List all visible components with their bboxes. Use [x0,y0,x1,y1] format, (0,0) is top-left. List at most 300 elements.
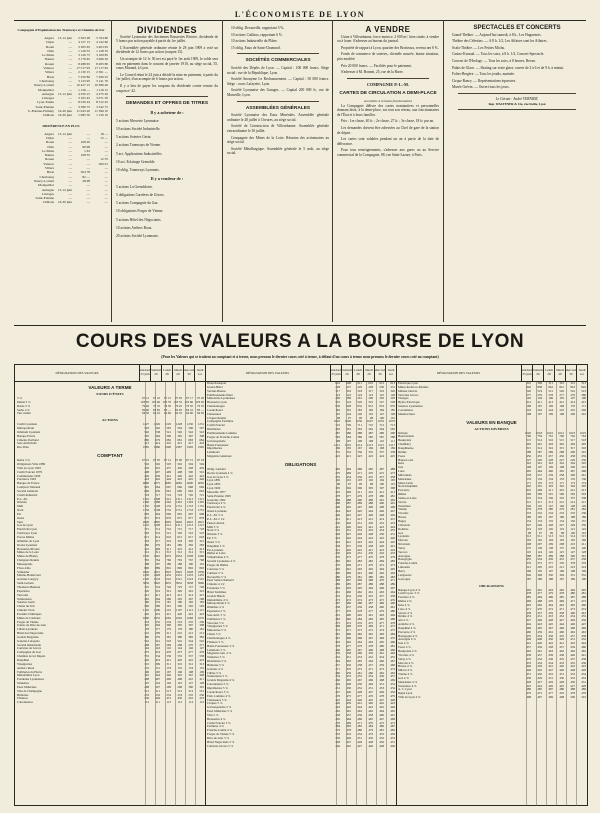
valeur-price: 464 [335,659,340,664]
valeur-price: 170 [570,404,575,409]
valeur-price: 487 [368,430,373,435]
cartes-paragraph: Pour tous renseignements, s'adresser aux gares ou au Service commercial de la Compagnie, 88, rue Saint-Lazare, à Paris. [337,148,439,157]
valeur-name: Lyon 1893 [207,483,221,487]
valeur-price: 447 [559,618,564,623]
valeur-price: 760 [559,434,564,439]
valeur-name: Mont-Cenis [398,481,413,485]
valeur-price: 443 [368,536,373,541]
valeur-name: Decauville 5 % [207,575,227,579]
valeur-price: 462 [559,649,564,653]
assemblees-text [227,113,329,156]
valeur-price: 316 [548,445,553,450]
valeur-name: Bourgogne 4 % [398,634,418,638]
valeur-price: 466 [335,678,340,683]
valeur-name: Orléans 3 % [207,533,223,537]
valeur-price: 197 [537,465,542,470]
valeur-price: 313 [166,550,171,555]
valeur-price: 232 [537,511,542,516]
valeur-price: 877 [188,515,193,520]
valeur-price: 446 [368,743,373,748]
valeur-price: 445 [335,697,340,702]
valeur-price: 477 [379,620,384,625]
tramway-cell: — [68,140,72,145]
valeur-price: 210 [570,542,575,547]
valeur-name: Vinaigreries [17,662,33,666]
valeur-price: 410 [144,546,149,551]
valeur-price: 502 [144,461,149,466]
valeur-name: Grands Magasins [17,635,39,639]
valeur-price: 83 10 [186,407,193,412]
valeur-price: 484 [357,616,362,621]
valeur-price: 486 [390,616,395,621]
valeur-price: 430 [559,675,564,680]
valeur-price: 468 [581,469,586,474]
valeur-price: 156 [570,519,575,523]
valeur-price: 1110 [165,608,171,613]
valeur-price: 445 [379,536,384,541]
valeur-price: 412 [177,592,182,597]
tramway-cell: — [104,196,108,201]
tramway-cell: 99 98 [82,144,90,149]
valeur-price: 227 [346,384,351,389]
valeur-price: 714 [155,527,160,532]
valeur-price: 462 [537,602,542,607]
valeur-price: 465 [346,678,351,683]
valeur-price: 312 [188,661,193,666]
valeur-price: 155 [548,519,553,523]
valeur-name: Verreries Givors [398,393,419,397]
tramway-cell: 10 427 15 [76,83,90,88]
valeur-price: 661 [166,488,171,493]
valeur-price: 165 [570,538,575,543]
valeur-name: Vienne [398,508,407,512]
tramway-cell: Angers [44,36,54,40]
valeur-price: 163 [526,538,531,543]
valeur-price: 467 [335,636,340,640]
valeur-name: Dauphiné [17,659,30,662]
valeur-price: 260 [570,472,575,477]
valeur-price: 458 [559,610,564,615]
valeur-price: 305 [144,623,149,628]
valeur-price: 1820 [142,569,149,574]
valeur-name: Chaux du Teil [17,605,35,609]
valeur-price: 312 [144,550,149,555]
valeur-price: 610 [368,382,373,385]
valeur-price: 456 [537,645,542,650]
valeur-price: 441 [357,701,362,706]
valeur-price: 458 [368,605,373,610]
valeur-name: Minoteries Lyonnaises [207,397,236,401]
valeur-price: 282 [581,507,586,512]
valeur-price: 473 [379,666,384,671]
valeur-price: 152 [177,665,182,670]
valeur-price: 493 [379,612,384,617]
valeur-price: 378 [570,561,575,566]
valeur-price: 458 [581,557,586,562]
valeur-name: Grands Magasins 4 % [207,679,235,683]
valeur-price: 379 [155,634,160,639]
valeur-name: Docks Lyonnais [17,543,38,547]
tramway-cell: — [86,191,90,196]
valeur-price: 441 [526,641,531,646]
valeur-price: 484 [379,559,384,564]
tramway-cell: 16-30 juin [57,113,72,118]
valeur-price: 480 [357,728,362,733]
valeur-price: 124 [155,681,160,686]
valeur-price: 479 [368,728,373,733]
valeur-price: 462 [526,649,531,653]
valeur-name: Ciments Vicat [17,609,35,613]
valeur-price: 358 [390,450,395,455]
valeur-price: 189 [166,561,171,566]
valeur-price: 440 [335,701,340,706]
valeur-price: 466 [368,678,373,683]
valeur-price: 381 [166,634,171,639]
valeur-price: 461 [537,649,542,653]
valeur-price: 472 [379,470,384,475]
tramway-cell: — [104,140,108,145]
valeur-price: 478 [379,555,384,560]
spectacle-item: Casino-Kursaal. — Tous les soirs, à 8 h. 1/2, Concert-Spectacle. [452,52,545,57]
valeur-price: 146 [559,503,564,508]
valeur-price: 1214 [355,442,362,447]
valeur-price: 448 [368,532,373,537]
valeur-price: 907 [188,511,193,516]
valeur-price: 198 [559,465,564,470]
valeur-name: Chemins de fer Départ. [17,655,46,659]
valeur-price: 498 [526,695,531,700]
valeur-price: 487 [548,687,553,692]
valeur-price: 194 [537,396,542,401]
valeur-price: 441 [559,641,564,646]
valeur-price: 440 [368,701,373,706]
plm-heading: COMPAGNIE P.-L.-M. [366,81,410,87]
valeur-name: Nord 3 % [207,529,220,533]
valeur-price: 717 [188,527,193,532]
valeur-name: Métropolitain 4 % [207,602,230,606]
valeur-price: 512 [526,534,531,539]
valeur-price: 446 [537,618,542,623]
valeur-price: 413 [166,592,171,597]
valeur-price: 441 [581,652,586,657]
valeur-price: 432 [570,675,575,680]
valeur-price: 451 [346,528,351,533]
valeur-price: 257 [537,472,542,477]
valeur-price: 310 [559,382,564,385]
valeur-name: Galvanoplastie [207,439,226,443]
valeur-name: Lyon 1881 [207,479,221,483]
valeur-price: 484 [390,632,395,637]
valeur-price: 426 [548,683,553,688]
valeur-price: 190 [188,561,193,566]
valeur-price: 1152 [164,504,171,509]
tramway-cell: — [68,48,72,53]
valeur-price: 440 [537,641,542,646]
tramway-cell: Lyon-Tassin [37,100,54,105]
valeur-price: 465 [390,709,395,714]
valeur-price: 465 [357,659,362,664]
valeur-name: Manufactures [398,412,416,416]
tramway-cell: 18 — [100,131,108,136]
valeur-price: 488 [581,595,586,600]
valeur-price: 485 [559,595,564,600]
tramway-cell: — [104,153,108,158]
valeur-price: 317 [368,388,373,393]
valeur-price: 443 [346,509,351,514]
valeur-price: 229 [570,457,575,462]
valeur-price: 94 60 [164,411,171,416]
valeur-price: 456 [177,465,182,470]
section-title: OBLIGATIONS [284,461,317,467]
valeur-price: 477 [548,691,553,696]
valeur-price: 120 [548,526,553,531]
tramway-cell: 15-12 juin [57,187,72,192]
valeur-price: 436 [581,660,586,665]
valeur-price: 460 [357,651,362,656]
valeur-price: 172 [548,480,553,485]
valeur-price: 493 [390,570,395,575]
valeur-price: 298 [177,684,182,689]
valeur-name: Saint-Gobain [17,582,34,586]
valeur-name: Galeries 4 % [207,667,223,671]
valeur-price: 542 [177,638,182,643]
valeur-price: 398 [390,486,395,491]
valeur-price: 664 [155,485,160,490]
valeur-name: Forges de Vienne [17,620,39,624]
valeur-price: 1212 [333,442,340,447]
tramway-cell: Saint-Etienne [35,104,54,109]
valeur-price: 684 [199,437,204,442]
valeur-price: 321 [199,538,204,543]
valeur-price: 430 [570,679,575,684]
valeur-price: 543 [166,638,171,643]
valeur-price: 463 [335,639,340,644]
valeur-price: 232 [155,692,160,697]
valeur-price: 1945 [153,554,160,559]
valeur-price: 97 18 [197,458,204,463]
valeur-name: Saint-Etienne 1905 [207,494,231,498]
valeur-price: 456 [390,732,395,737]
valeur-price: 475 [335,620,340,625]
valeur-price: 187 [548,515,553,520]
valeur-price: 305 [581,484,586,489]
valeur-name: Mines Roche-la-Molière [398,385,429,389]
valeur-price: 420 [177,611,182,616]
valeur-price: 213 [548,499,553,504]
valeur-price: 447 [526,618,531,623]
societes-text [227,66,329,98]
valeur-price: 452 [379,520,384,525]
valeur-price: 444 [379,539,384,544]
valeur-price: 474 [390,666,395,671]
tramway-cell: Cherbourg [39,78,54,83]
valeur-name: Provence [398,489,410,493]
valeur-name: Velay [398,546,406,550]
valeur-price: 473 [390,562,395,567]
tramway-cell: 1 63 [84,148,90,153]
valeur-price: 596 [188,426,193,431]
valeur-price: 1213 [366,442,373,447]
a-vendre-price: Prix 20 000 francs. — Facilités pour le paiement. S'adresser à M. Bonnet, 25, rue de la Barre. [341,63,412,75]
valeur-price: 463 [581,629,586,634]
valeur-name: Etablissements Lumière [207,431,237,435]
valeur-price: 97 15 [186,458,193,463]
valeur-price: 189 [570,576,575,581]
tramway-cell: — [86,131,90,136]
valeur-price: 236 [199,619,204,624]
valeur-price: 712 [379,423,384,428]
valeur-price: 498 [177,469,182,474]
column-divider [443,20,444,322]
valeur-price: 276 [537,392,542,397]
valeur-price: 352 [581,572,586,577]
valeur-price: 94 55 [175,411,182,416]
tramway-cell: — [68,53,72,58]
valeur-price: 98 [369,415,373,420]
valeur-price: 178 [177,627,182,632]
valeur-price: 430 [368,551,373,556]
valeur-price: 441 [166,473,171,478]
valeur-name: Loire 4 % [398,607,411,611]
valeur-price: 316 [346,388,351,393]
day-header: Jeudi 1er [194,365,205,381]
tramway-cell: 7 290 25 [96,74,108,79]
valeur-price: 713 [390,423,395,428]
valeur-price: 486 [368,582,373,587]
valeur-price: 312 [570,382,575,385]
tramway-cell: 1 150 10 [96,113,108,118]
valeur-price: 482 [357,632,362,637]
valeur-price: 463 [390,670,395,675]
valeur-price: 503 [166,461,171,466]
valeur-price: 379 [581,561,586,566]
valeur-price: 459 [357,605,362,610]
valeur-price: 461 [379,651,384,656]
valeur-price: 483 [335,616,340,621]
valeur-price: 489 [368,497,373,502]
valeur-price: 234 [166,619,171,624]
valeur-price: 615 [144,535,149,539]
valeur-price: 230 [581,457,586,462]
valeur-price: 470 [390,636,395,640]
valeur-price: 485 [526,595,531,600]
spectacle-item: Palais de Glace. — Skating sur vraie glace, ouvert de 2 à 6 et de 9 h. à minuit. [452,65,565,70]
tramway-cell: Dijon [46,135,54,140]
tramway-cell: 108 55 [80,153,90,158]
day-header: Lundi 28 [161,365,172,381]
valeur-price: 459 [199,465,204,470]
tramway-cell: Nantes [44,57,54,62]
valeur-price: 482 [335,559,340,564]
valeur-price: 455 [357,674,362,679]
valeur-price: 488 [379,582,384,587]
valeur-price: 1018 [535,430,542,435]
tramway-cell: 4 275 20 [96,91,108,96]
societe-paragraph: Société des Dépôts de Lyon. — Capital : 100 000 francs. Siège social : rue de la République, Lyon. [227,65,329,75]
valeur-price: 208 [526,542,531,547]
valeur-price: 493 [346,586,351,591]
valeur-price: 450 [346,685,351,690]
valeur-price: 233 [177,619,182,624]
valeur-price: 450 [144,696,149,701]
valeur-price: 766 [166,558,171,563]
valeur-name: Crédit Lyonnais [17,423,37,427]
valeur-price: 318 [177,538,182,543]
valeur-price: 287 [537,449,542,454]
valeur-name: Hauts-Fourneaux 4 % [207,644,235,648]
tramway-cell: 4 142 60 [96,40,108,45]
valeur-price: 480 [390,609,395,614]
valeur-price: 149 [581,503,586,508]
valeur-price: 1430 [142,573,149,578]
valeur-price: 409 [155,546,160,551]
valeur-price: 478 [335,493,340,498]
valeur-price: 453 [379,685,384,690]
tramway-cell: — [68,166,72,171]
valeur-price: 456 [144,465,149,470]
valeur-price: 168 [379,446,384,451]
valeur-name: Eaux Saint-Chamond [207,579,234,583]
valeur-price: 442 [548,641,553,646]
valeur-price: 79 40 [142,403,149,408]
valeur-price: 483 [390,574,395,579]
valeur-price: 464 [390,589,395,594]
valeur-price: 1208 [153,523,160,528]
valeur-price: 196 [526,568,531,573]
valeur-price: 472 [379,562,384,567]
valeur-price: 344 [570,461,575,466]
valeur-price: 410 [368,489,373,494]
valeur-price: 464 [570,649,575,653]
valeur-price: 227 [559,457,564,462]
achat-item: 5 actions Soieries Gerin. [116,135,152,140]
valeur-price: 410 [559,488,564,493]
valeur-name: Italien 5 % [17,400,31,404]
valeur-price: 487 [390,724,395,729]
valeur-name: Nivernais [398,543,411,547]
valeur-price: 471 [335,666,340,671]
valeur-price: 482 [346,616,351,621]
valeur-price: 543 [199,429,204,434]
valeur-price: 289 [548,449,553,454]
tramway-cell: 2 130 15 [78,70,90,75]
valeur-price: 471 [357,470,362,475]
valeur-price: 485 [357,724,362,729]
valeur-price: 114 [188,700,193,705]
valeur-price: 473 [390,470,395,475]
valeur-price: 512 [144,688,149,693]
valeur-price: 497 [390,586,395,591]
valeur-price: 309 [155,661,160,666]
valeur-price: 618 [199,535,204,539]
valeur-price: 443 [357,539,362,544]
valeur-price: 154 [559,519,564,523]
valeur-price: 445 [379,705,384,710]
table-row [396,696,587,700]
valeur-price: 291 [357,396,362,401]
valeur-price: 499 [548,695,553,700]
valeur-price: 457 [537,610,542,615]
valeur-price: 472 [548,606,553,611]
valeur-price: 1960 [197,554,204,559]
tramway-cell: — [68,161,72,166]
valeur-price: 335 [559,495,564,500]
valeur-price: 761 [548,434,553,439]
valeur-price: 470 [335,470,340,475]
valeur-price: 726 [166,584,171,589]
valeur-price: 1150 [142,504,149,509]
valeur-price: 445 [346,743,351,748]
